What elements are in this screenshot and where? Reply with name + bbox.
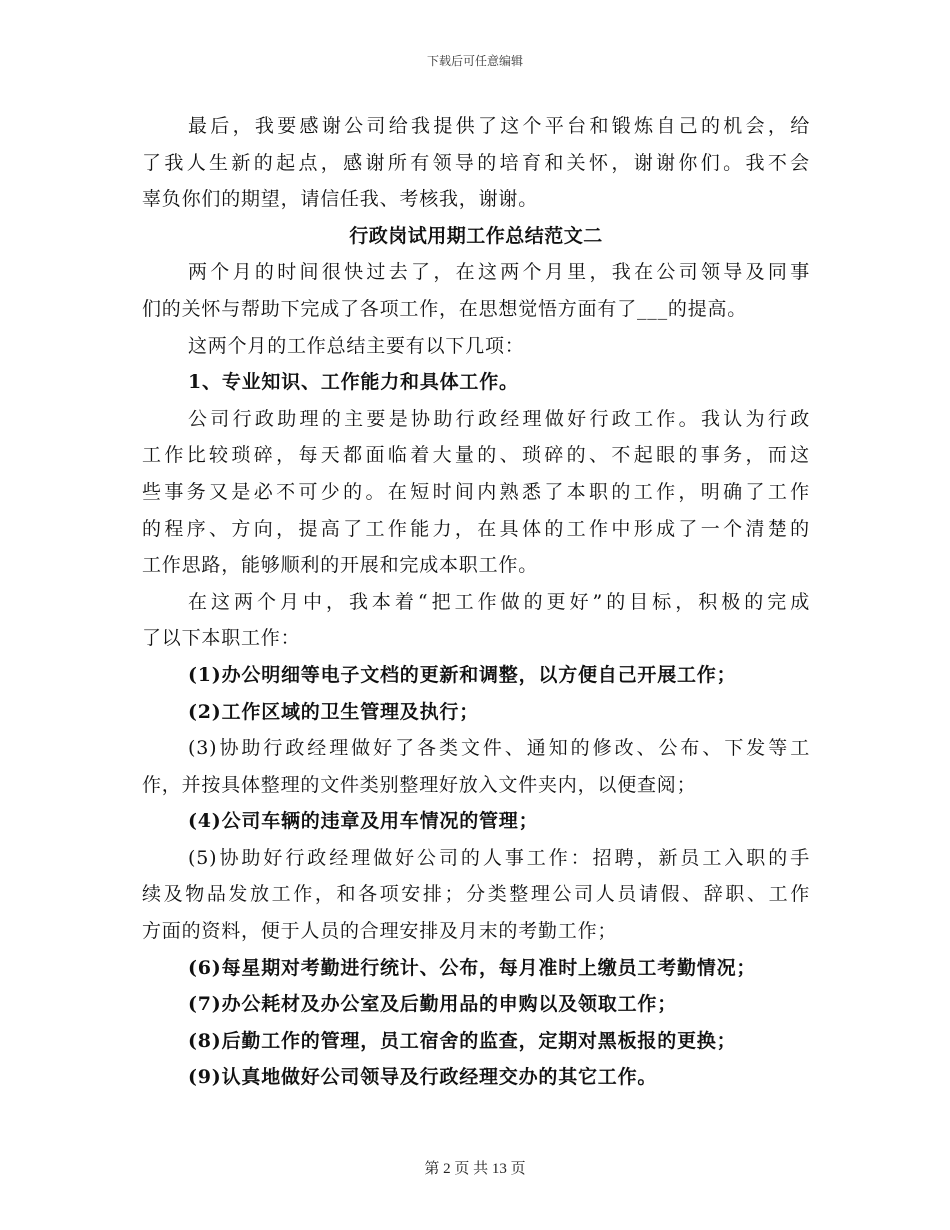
paragraph-line: 们的关怀与帮助下完成了各项工作，在思想觉悟方面有了___的提高。	[142, 297, 748, 320]
list-item: (9)认真地做好公司领导及行政经理交办的其它工作。	[188, 1066, 658, 1089]
list-item: (5)协助好行政经理做好公司的人事工作：招聘，新员工入职的手	[188, 846, 810, 869]
paragraph-line: 了以下本职工作：	[142, 627, 301, 650]
subheading: 1、专业知识、工作能力和具体工作。	[188, 371, 519, 394]
paragraph-line: 在这两个月中，我本着“把工作做的更好”的目标，积极的完成	[188, 590, 810, 613]
list-item: (2)工作区域的卫生管理及执行；	[188, 700, 480, 723]
section-title: 行政岗试用期工作总结范文二	[349, 224, 603, 247]
list-item-continuation: 方面的资料，便于人员的合理安排及月末的考勤工作；	[142, 920, 618, 943]
paragraph-line: 工作比较琐碎，每天都面临着大量的、琐碎的、不起眼的事务，而这	[142, 444, 810, 467]
paragraph-line: 两个月的时间很快过去了，在这两个月里，我在公司领导及同事	[188, 261, 810, 284]
page-footer: 第 2 页 共 13 页	[424, 1161, 526, 1177]
list-item-continuation: 续及物品发放工作，和各项安排；分类整理公司人员请假、辞职、工作	[142, 883, 810, 906]
paragraph-line: 辜负你们的期望，请信任我、考核我，谢谢。	[142, 188, 539, 211]
list-item: (1)办公明细等电子文档的更新和调整，以方便自己开展工作；	[188, 663, 737, 686]
list-item: (8)后勤工作的管理，员工宿舍的监查，定期对黑板报的更换；	[188, 1029, 737, 1052]
paragraph-line: 工作思路，能够顺利的开展和完成本职工作。	[142, 554, 539, 577]
list-item: (3)协助行政经理做好了各类文件、通知的修改、公布、下发等工	[188, 737, 810, 760]
paragraph-line: 些事务又是必不可少的。在短时间内熟悉了本职的工作，明确了工作	[142, 480, 810, 503]
document-body	[142, 108, 810, 1096]
list-item: (7)办公耗材及办公室及后勤用品的申购以及领取工作；	[188, 993, 678, 1016]
paragraph-line: 了我人生新的起点，感谢所有领导的培育和关怀，谢谢你们。我不会	[142, 151, 810, 174]
list-item-continuation: 作，并按具体整理的文件类别整理好放入文件夹内，以便查阅；	[142, 773, 697, 796]
paragraph-line: 公司行政助理的主要是协助行政经理做好行政工作。我认为行政	[188, 407, 810, 430]
list-item: (6)每星期对考勤进行统计、公布，每月准时上缴员工考勤情况；	[188, 956, 757, 979]
paragraph-line: 这两个月的工作总结主要有以下几项：	[188, 334, 525, 357]
list-item: (4)公司车辆的违章及用车情况的管理；	[188, 810, 539, 833]
page-header: 下载后可任意编辑	[426, 54, 523, 68]
paragraph-line: 的程序、方向，提高了工作能力，在具体的工作中形成了一个清楚的	[142, 517, 810, 540]
paragraph-line: 最后，我要感谢公司给我提供了这个平台和锻炼自己的机会，给	[188, 115, 810, 137]
